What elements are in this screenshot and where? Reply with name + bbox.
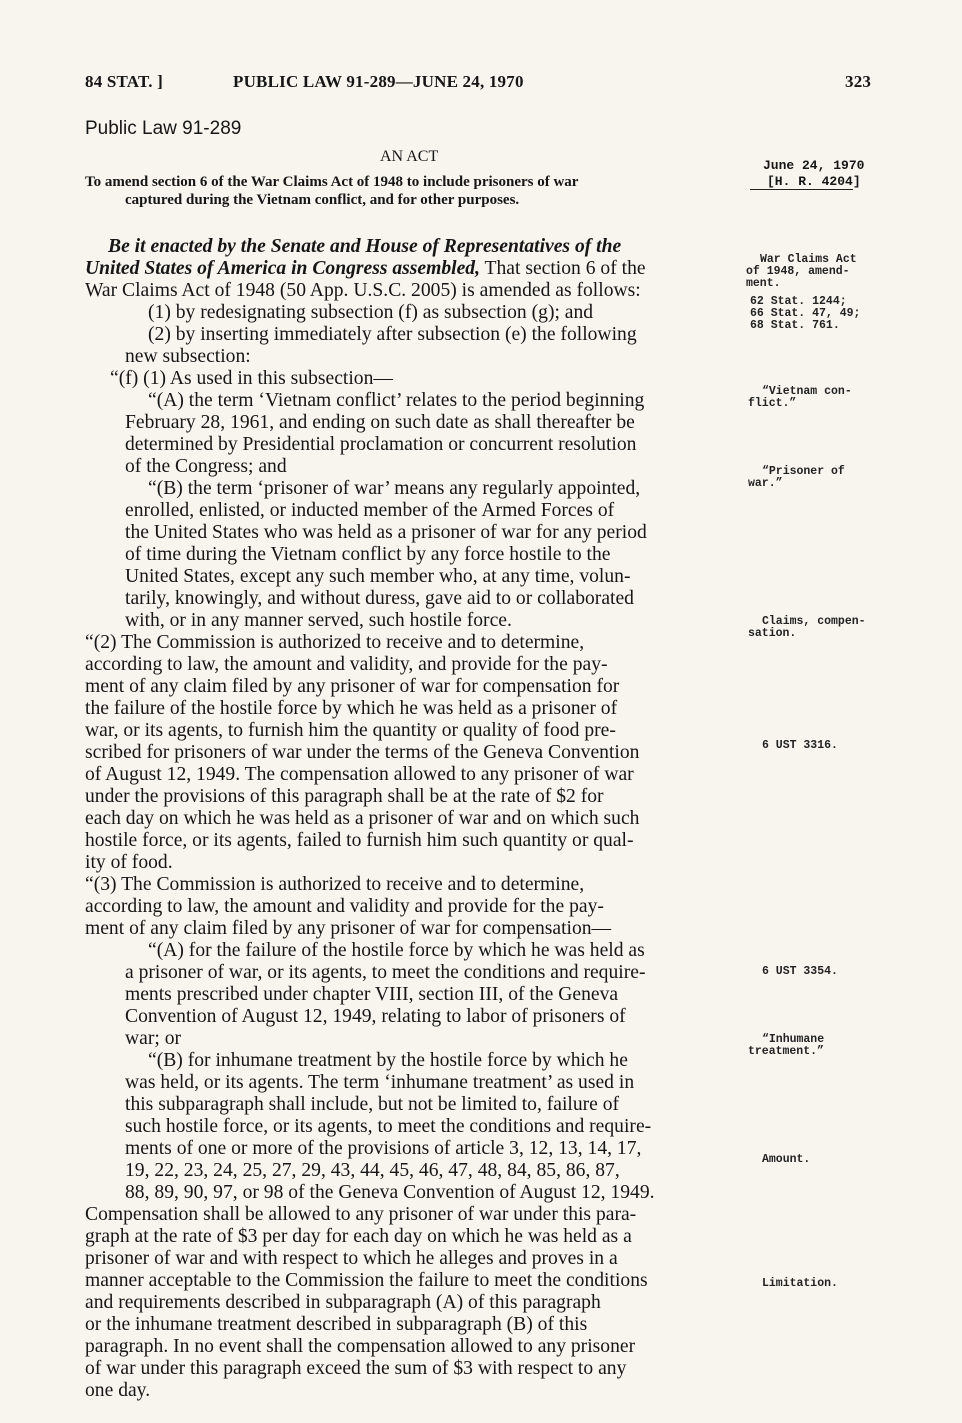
body-line: this subparagraph shall include, but not be limited to, failure of <box>125 1094 620 1115</box>
margin-note-line: of 1948, amend- <box>746 265 850 278</box>
body-line: of August 12, 1949. The compensation allowed to any prisoner of war <box>85 764 634 785</box>
enacting-clause-line-1: Be it enacted by the Senate and House of Representatives of the <box>108 236 622 257</box>
margin-note-line: 66 Stat. 47, 49; <box>750 307 861 320</box>
margin-note-line: “Inhumane <box>762 1033 825 1046</box>
body-line: enrolled, enlisted, or inducted member of the Armed Forces of <box>125 500 615 521</box>
margin-note-line: War Claims Act <box>760 253 857 266</box>
body-line: “(3) The Commission is authorized to receive and to determine, <box>85 874 585 895</box>
body-line: “(A) for the failure of the hostile force by which he was held as <box>148 940 645 961</box>
body-line: 19, 22, 23, 24, 25, 27, 29, 43, 44, 45, 46, 47, 48, 84, 85, 86, 87, <box>125 1160 620 1181</box>
margin-note <box>746 253 910 290</box>
margin-note <box>748 1034 898 1058</box>
body-line: (1) by redesignating subsection (f) as subsection (g); and <box>148 302 594 323</box>
body-line: War Claims Act of 1948 (50 App. U.S.C. 2005) is amended as follows: <box>85 280 641 301</box>
margin-note-line: “Vietnam con- <box>762 385 852 398</box>
body-line: a prisoner of war, or its agents, to meet the conditions and require- <box>125 962 646 983</box>
side-date-rule <box>750 189 853 190</box>
margin-note-line: ment. <box>746 277 781 290</box>
page-number: 323 <box>845 72 872 91</box>
body-line: determined by Presidential proclamation or concurrent resolution <box>125 434 637 455</box>
body-line: ment of any claim filed by any prisoner of war for compensation— <box>85 918 612 939</box>
body-line: according to law, the amount and validity, and provide for the pay- <box>85 654 608 675</box>
body-line: “(B) the term ‘prisoner of war’ means any regularly appointed, <box>148 478 641 499</box>
margin-note-line: “Prisoner of <box>762 465 845 478</box>
body-line: “(2) The Commission is authorized to receive and to determine, <box>85 632 585 653</box>
margin-note <box>762 966 912 978</box>
body-line: “(f) (1) As used in this subsection— <box>110 368 393 389</box>
body-line: graph at the rate of $3 per day for each day on which he was held as a <box>85 1226 632 1247</box>
margin-note-line: 6 UST 3316. <box>762 739 838 752</box>
body-line: “(B) for inhumane treatment by the hostile force by which he <box>148 1050 628 1071</box>
body-line: United States, except any such member who, at any time, volun- <box>125 566 631 587</box>
act-heading: AN ACT <box>380 148 439 165</box>
enacting-clause-italic: United States of America in Congress assembled, <box>85 258 480 279</box>
side-date-line: June 24, 1970 <box>763 158 865 173</box>
body-line: ments of one or more of the provisions of article 3, 12, 13, 14, 17, <box>125 1138 642 1159</box>
body-line: new subsection: <box>125 346 251 367</box>
body-line: of the Congress; and <box>125 456 287 477</box>
margin-note-line: Amount. <box>762 1153 811 1166</box>
body-line: according to law, the amount and validity and provide for the pay- <box>85 896 604 917</box>
body-line: and requirements described in subparagraph (A) of this paragraph <box>85 1292 601 1313</box>
margin-note-line: 68 Stat. 761. <box>750 319 840 332</box>
margin-note-line: sation. <box>748 627 797 640</box>
body-line: of war under this paragraph exceed the sum of $3 with respect to any <box>85 1358 627 1379</box>
body-line: under the provisions of this paragraph shall be at the rate of $2 for <box>85 786 604 807</box>
body-line: such hostile force, or its agents, to meet the conditions and require- <box>125 1116 652 1137</box>
body-line: each day on which he was held as a prisoner of war and on which such <box>85 808 640 829</box>
enacting-clause-rest: That section 6 of the <box>479 258 646 279</box>
enacting-clause-line-2 <box>85 258 646 280</box>
margin-note <box>748 386 898 410</box>
running-head-stat: 84 STAT. ] <box>85 72 164 91</box>
body-line: with, or in any manner served, such hostile force. <box>125 610 512 631</box>
margin-note-line: war.” <box>748 477 783 490</box>
margin-note-line: treatment.” <box>748 1045 824 1058</box>
body-line: the failure of the hostile force by which he was held as a prisoner of <box>85 698 618 719</box>
body-line: hostile force, or its agents, failed to furnish him such quantity or qual- <box>85 830 634 851</box>
body-line: of time during the Vietnam conflict by any force hostile to the <box>125 544 611 565</box>
body-line: the United States who was held as a prisoner of war for any period <box>125 522 647 543</box>
body-line: scribed for prisoners of war under the terms of the Geneva Convention <box>85 742 640 763</box>
body-line: war; or <box>125 1028 182 1049</box>
margin-note <box>762 1154 912 1166</box>
margin-note-line: flict.” <box>748 397 797 410</box>
side-bill-number: [H. R. 4204] <box>767 174 861 189</box>
purpose-line-2: captured during the Vietnam conflict, and for other purposes. <box>125 192 520 208</box>
body-line: one day. <box>85 1380 151 1401</box>
body-line: 88, 89, 90, 97, or 98 of the Geneva Convention of August 12, 1949. <box>125 1182 655 1203</box>
body-line: (2) by inserting immediately after subsection (e) the following <box>148 324 637 345</box>
body-line: was held, or its agents. The term ‘inhumane treatment’ as used in <box>125 1072 635 1093</box>
margin-note-line: Claims, compen- <box>762 615 866 628</box>
body-line: paragraph. In no event shall the compensation allowed to any prisoner <box>85 1336 636 1357</box>
margin-note-line: 6 UST 3354. <box>762 965 838 978</box>
margin-note <box>750 296 900 332</box>
margin-note <box>748 616 898 640</box>
body-line: “(A) the term ‘Vietnam conflict’ relates to the period beginning <box>148 390 645 411</box>
body-line: Convention of August 12, 1949, relating to labor of prisoners of <box>125 1006 626 1027</box>
purpose-line-1: To amend section 6 of the War Claims Act of 1948 to include prisoners of war <box>85 174 579 190</box>
margin-note <box>748 466 898 490</box>
public-law-label: Public Law 91-289 <box>85 118 242 139</box>
body-line: ments prescribed under chapter VIII, section III, of the Geneva <box>125 984 619 1005</box>
body-line: February 28, 1961, and ending on such date as shall thereafter be <box>125 412 635 433</box>
body-line: ity of food. <box>85 852 173 873</box>
margin-note-line: Limitation. <box>762 1277 838 1290</box>
margin-note-line: 62 Stat. 1244; <box>750 295 847 308</box>
running-head-title: PUBLIC LAW 91-289—JUNE 24, 1970 <box>233 72 524 91</box>
margin-note <box>762 1278 912 1290</box>
side-date <box>763 158 864 190</box>
body-line: prisoner of war and with respect to which he alleges and proves in a <box>85 1248 618 1269</box>
body-line: tarily, knowingly, and without duress, gave aid to or collaborated <box>125 588 634 609</box>
body-line: manner acceptable to the Commission the failure to meet the conditions <box>85 1270 648 1291</box>
margin-note <box>762 740 912 752</box>
body-line: war, or its agents, to furnish him the quantity or quality of food pre- <box>85 720 616 741</box>
body-line: or the inhumane treatment described in subparagraph (B) of this <box>85 1314 588 1335</box>
body-line: Compensation shall be allowed to any prisoner of war under this para- <box>85 1204 637 1225</box>
body-line: ment of any claim filed by any prisoner of war for compensation for <box>85 676 620 697</box>
